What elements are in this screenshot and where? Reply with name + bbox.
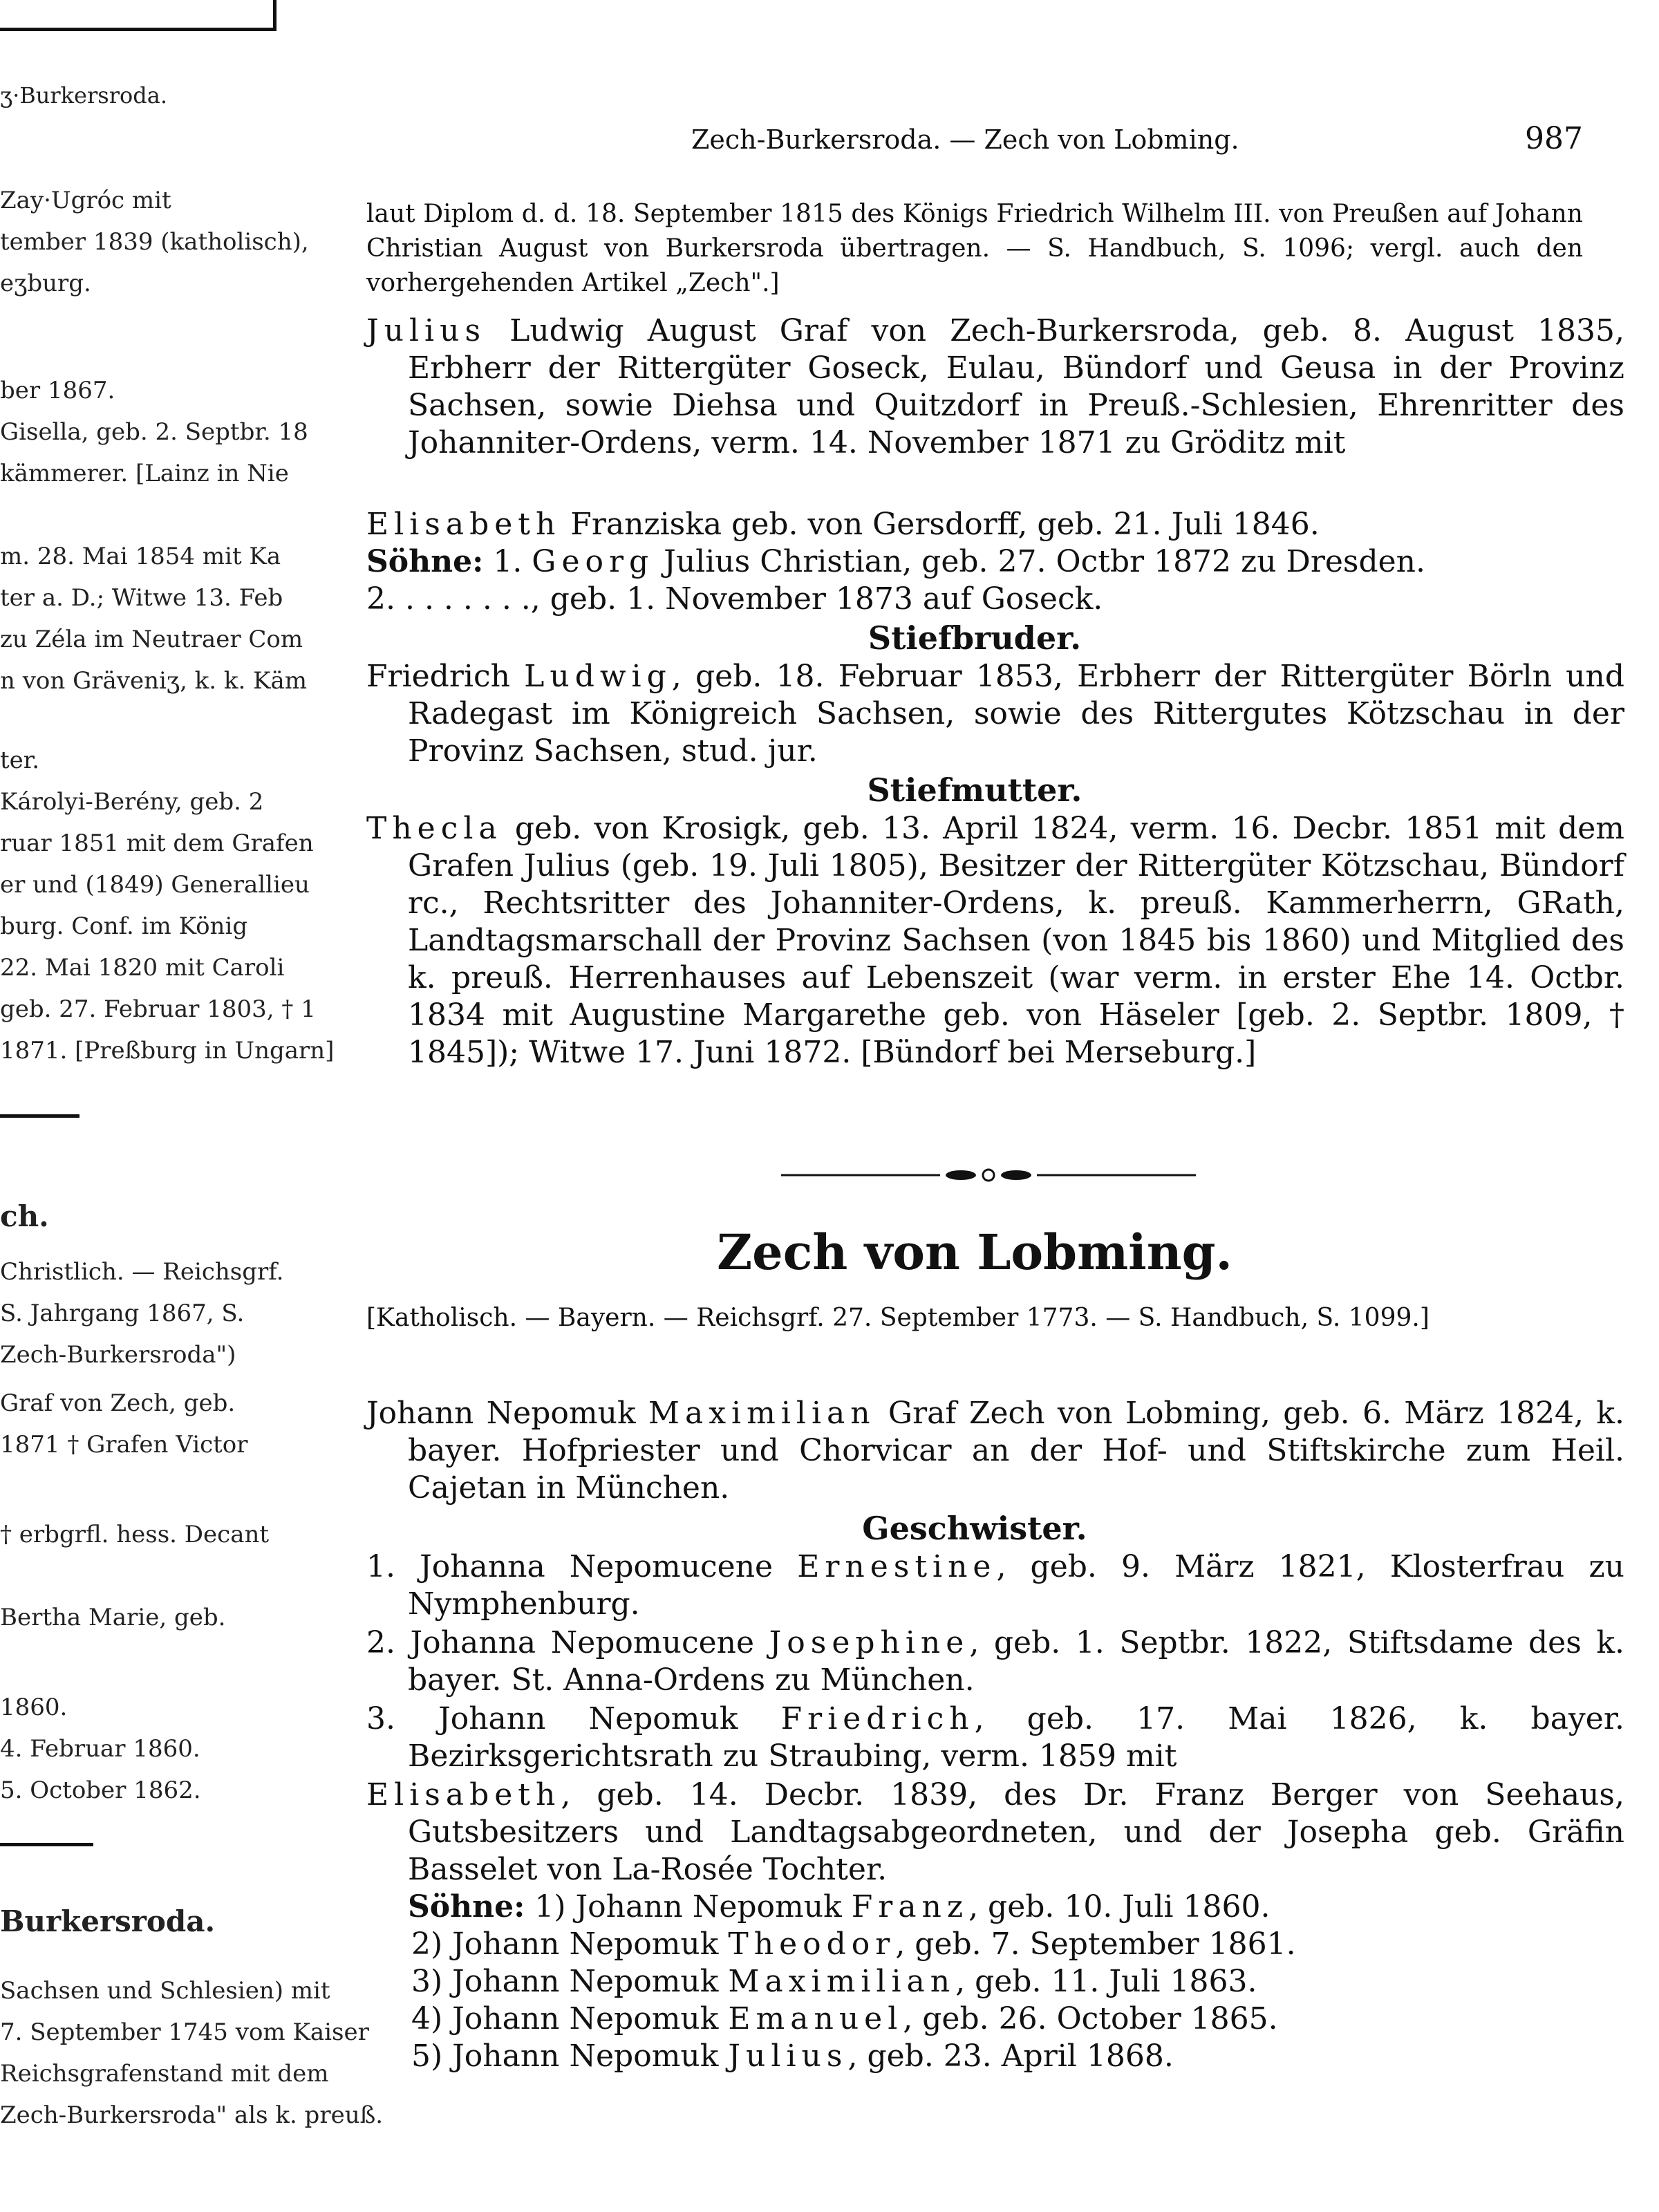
left-fragment-line: 4. Februar 1860. xyxy=(0,1735,200,1763)
left-fragment-line: Zech-Burkersroda") xyxy=(0,1341,236,1369)
entry-text: 5) Johann Nepomuk xyxy=(411,2038,729,2074)
left-fragment-line: Graf von Zech, geb. xyxy=(0,1389,236,1417)
left-fragment-line: ter a. D.; Witwe 13. Feb xyxy=(0,584,283,612)
sons-block-1 xyxy=(366,543,1583,581)
entry-johann-maximilian xyxy=(366,1395,1624,1507)
entry-text: , geb. 1. Septbr. 1822, Stiftsdame des k. bayer. St. Anna-Ordens zu München. xyxy=(408,1625,1624,1698)
ornament-divider xyxy=(781,1168,1196,1182)
entry-text: , geb. 11. Juli 1863. xyxy=(955,1964,1257,1999)
left-fragment-line: Reichsgrafenstand mit dem xyxy=(0,2060,329,2088)
entry-text: 1) Johann Nepomuk xyxy=(525,1889,852,1924)
left-fragment-line: ter. xyxy=(0,747,40,774)
left-page-fragment xyxy=(0,0,384,2212)
left-fragment-line: † erbgrfl. hess. Decant xyxy=(0,1521,270,1548)
left-fragment-line: Bertha Marie, geb. xyxy=(0,1604,226,1631)
left-fragment-line: ruar 1851 mit dem Grafen xyxy=(0,830,314,857)
person-name: Elisabeth xyxy=(366,507,561,542)
entry-text: 3) Johann Nepomuk xyxy=(411,1964,729,1999)
sons-label: Söhne: xyxy=(408,1889,525,1924)
entry-text: Friedrich xyxy=(366,659,525,694)
entry-text: , geb. 14. Decbr. 1839, des Dr. Franz Berger von Seehaus, Gutsbesitzers und Landtagsabgeordneten, und der Josepha geb. Gräfin Basselet von La-Rosée Tochter. xyxy=(408,1777,1624,1887)
entry-friedrich xyxy=(366,658,1624,770)
left-divider xyxy=(0,1114,79,1118)
sons-block-1-line2: 2. . . . . . . ., geb. 1. November 1873 auf Goseck. xyxy=(366,581,1103,617)
son-item xyxy=(408,2038,1583,2075)
left-fragment-line: Sachsen und Schlesien) mit xyxy=(0,1977,330,2005)
entry-text: 4) Johann Nepomuk xyxy=(411,2001,729,2036)
left-fragment-line: tember 1839 (katholisch), xyxy=(0,228,309,256)
left-fragment-line: Burkersroda. xyxy=(0,1904,216,1938)
entry-text: , geb. 7. September 1861. xyxy=(895,1927,1296,1962)
left-fragment-line: Zay·Ugróc mit xyxy=(0,187,171,214)
person-name: Friedrich xyxy=(780,1701,975,1736)
left-fragment-line: S. Jahrgang 1867, S. xyxy=(0,1300,245,1327)
entry-text: 3. Johann Nepomuk xyxy=(366,1701,781,1736)
person-name: Ludwig xyxy=(524,659,672,694)
entry-text: Johann Nepomuk xyxy=(366,1396,648,1431)
entry-elisabeth xyxy=(366,506,1624,543)
left-fragment-line: kämmerer. [Lainz in Nie xyxy=(0,460,289,487)
person-name: Josephine xyxy=(769,1625,970,1660)
entry-text: 1. xyxy=(483,544,532,579)
left-fragment-line: eʒburg. xyxy=(0,270,91,297)
person-name: Theodor xyxy=(728,1927,896,1962)
person-name: Elisabeth xyxy=(366,1777,561,1812)
left-fragment-line: er und (1849) Generallieu xyxy=(0,871,310,899)
heading-stiefmutter: Stiefmutter. xyxy=(867,771,1082,809)
left-fragment-line: 1860. xyxy=(0,1694,68,1721)
left-fragment-line: 1871. [Preßburg in Ungarn] xyxy=(0,1037,335,1065)
left-fragment-line: geb. 27. Februar 1803, † 1 xyxy=(0,995,316,1023)
entry-thecla xyxy=(366,810,1624,1071)
left-fragment-line: zu Zéla im Neutraer Com xyxy=(0,626,303,653)
entry-text: 1. Johanna Nepomucene xyxy=(366,1549,798,1584)
sibling-1 xyxy=(366,1548,1624,1623)
family-title: Zech von Lobming. xyxy=(717,1224,1232,1281)
left-fragment-line: ch. xyxy=(0,1199,49,1233)
left-fragment-line: m. 28. Mai 1854 mit Ka xyxy=(0,543,281,570)
entry-text: 2. Johanna Nepomucene xyxy=(366,1625,769,1660)
entry-text: Ludwig August Graf von Zech-Burkersroda, geb. 8. August 1835, Erbherr der Rittergüter Goseck, Eulau, Bündorf und Geusa in der Provinz Sachsen, sowie Diehsa und Quitzdorf in Preuß.-Schlesien, Ehrenritter des Johanniter-Ordens, verm. 14. November 1871 zu Gröditz mit xyxy=(408,313,1624,460)
left-fragment-line: ber 1867. xyxy=(0,377,115,404)
family-note: [Katholisch. — Bayern. — Reichsgrf. 27. September 1773. — S. Handbuch, S. 1099.] xyxy=(366,1304,1430,1332)
sons-block-2 xyxy=(366,1888,1583,2075)
heading-stiefbruder: Stiefbruder. xyxy=(868,619,1082,657)
left-fragment-line: Christlich. — Reichsgrf. xyxy=(0,1258,284,1286)
left-fragment-line: Gisella, geb. 2. Septbr. 18 xyxy=(0,418,308,446)
entry-text: geb. von Krosigk, geb. 13. April 1824, verm. 16. Decbr. 1851 mit dem Grafen Julius (geb. 19. Juli 1805), Besitzer der Rittergüter Kötzschau, Bündorf rc., Rechtsritter des Johanniter-Ordens, k. preuß. Kammerherrn, GRath, Landtagsmarschall der Provinz Sachsen (von 1845 bis 1860) und Mitglied des k. preuß. Herrenhauses auf Lebenszeit (war verm. in erster Ehe 14. Octbr. 1834 mit Augustine Margarethe geb. von Häseler [geb. 2. Septbr. 1809, † 1845]); Witwe 17. Juni 1872. [Bündorf bei Merseburg.] xyxy=(408,811,1624,1070)
left-fragment-line: 22. Mai 1820 mit Caroli xyxy=(0,954,285,982)
person-name: Franz xyxy=(851,1889,969,1924)
left-running-title: ʒ·Burkersroda. xyxy=(0,82,167,109)
entry-text: , geb. 10. Juli 1860. xyxy=(968,1889,1271,1924)
intro-note: laut Diplom d. d. 18. September 1815 des Königs Friedrich Wilhelm III. von Preußen auf Johann Christian August von Burkersroda übertragen. — S. Handbuch, S. 1096; vergl. auch den vorhergehenden Artikel „Zech".] xyxy=(366,200,1583,297)
page-number: 987 xyxy=(1525,121,1583,156)
left-fragment-line: Károlyi-Berény, geb. 2 xyxy=(0,788,264,816)
running-title: Zech-Burkersroda. — Zech von Lobming. xyxy=(691,124,1239,155)
son-item xyxy=(408,2000,1583,2038)
entry-text: , geb. 17. Mai 1826, k. bayer. Bezirksgerichtsrath zu Straubing, verm. 1859 mit xyxy=(408,1701,1625,1774)
entry-text: , geb. 23. April 1868. xyxy=(847,2038,1174,2074)
sons-label: Söhne: xyxy=(366,544,484,579)
entry-text: 2) Johann Nepomuk xyxy=(411,1927,729,1962)
left-divider xyxy=(0,1843,93,1846)
person-name: Maximilian xyxy=(648,1396,876,1431)
entry-julius xyxy=(366,312,1624,462)
heading-geschwister: Geschwister. xyxy=(862,1510,1087,1547)
left-fragment-line: 7. September 1745 vom Kaiser xyxy=(0,2018,369,2046)
person-name: Georg xyxy=(532,544,655,579)
entry-elisabeth-berger xyxy=(366,1777,1624,1888)
entry-text: , geb. 9. März 1821, Klosterfrau zu Nymphenburg. xyxy=(408,1549,1624,1622)
sibling-3 xyxy=(366,1700,1624,1775)
left-fragment-line: burg. Conf. im König xyxy=(0,912,248,940)
son-item xyxy=(408,1926,1583,1963)
person-name: Maximilian xyxy=(728,1964,956,1999)
entry-text: Julius Christian, geb. 27. Octbr 1872 zu Dresden. xyxy=(654,544,1425,579)
son-item xyxy=(408,1963,1583,2000)
son-item xyxy=(408,1888,1583,1926)
entry-text: Franziska geb. von Gersdorff, geb. 21. Juli 1846. xyxy=(561,507,1320,542)
person-name: Julius xyxy=(728,2038,848,2074)
person-name: Julius xyxy=(366,313,487,348)
entry-text: , geb. 18. Februar 1853, Erbherr der Rittergüter Börln und Radegast im Königreich Sachsen, sowie des Rittergutes Kötzschau in der Provinz Sachsen, stud. jur. xyxy=(408,659,1624,769)
left-fragment-line: 1871 † Grafen Victor xyxy=(0,1431,248,1459)
left-fragment-line: 5. October 1862. xyxy=(0,1777,201,1804)
left-fragment-line: Zech-Burkersroda" als k. preuß. xyxy=(0,2101,384,2129)
person-name: Emanuel xyxy=(728,2001,903,2036)
sibling-2 xyxy=(366,1624,1624,1699)
person-name: Ernestine xyxy=(797,1549,997,1584)
person-name: Thecla xyxy=(366,811,503,846)
entry-text: Graf Zech von Lobming, geb. 6. März 1824, k. bayer. Hofpriester und Chorvicar an der Hof- und Stiftskirche zum Heil. Cajetan in München. xyxy=(408,1396,1624,1506)
left-fragment-line: n von Gräveniʒ, k. k. Käm xyxy=(0,667,308,695)
entry-text: , geb. 26. October 1865. xyxy=(903,2001,1278,2036)
